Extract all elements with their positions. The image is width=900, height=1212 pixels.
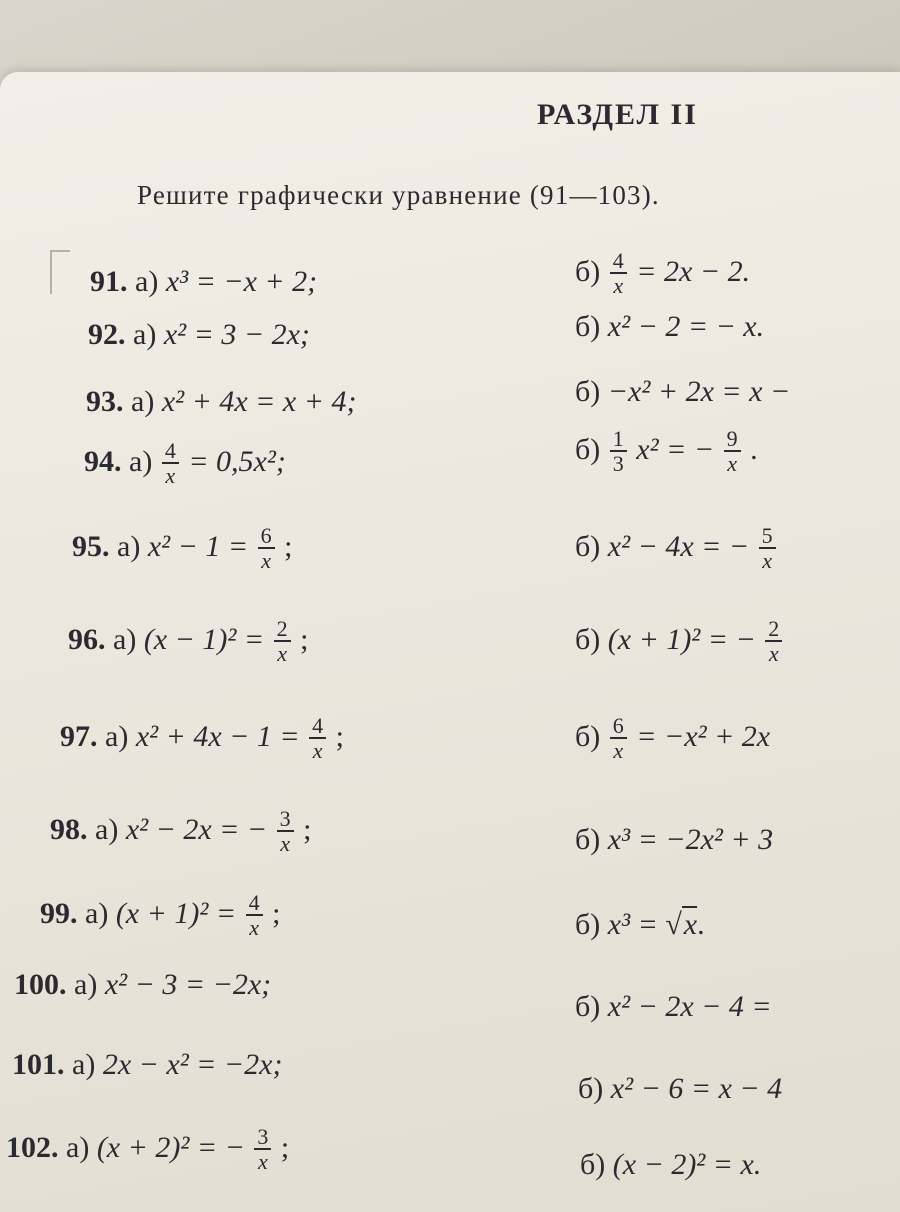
- equation-text: x² = −: [636, 432, 715, 466]
- equation-end: ;: [284, 529, 293, 563]
- part-a-label: а): [74, 968, 98, 1001]
- denominator: x: [277, 641, 287, 666]
- problem-number: 95.: [72, 529, 110, 563]
- problem-number: 100.: [14, 968, 67, 1001]
- equation-text: (x − 2)² = x.: [612, 1148, 762, 1181]
- denominator: x: [249, 915, 259, 940]
- problem-99-a: [40, 892, 280, 940]
- problem-93-a: [86, 385, 356, 419]
- problem-97-b: [575, 715, 770, 763]
- equation-text: x² − 4x = −: [607, 529, 750, 563]
- equation-text: x² + 4x − 1 =: [135, 719, 300, 753]
- part-b-label: б): [575, 254, 601, 288]
- denominator: x: [613, 738, 624, 763]
- problem-95-a: [72, 525, 292, 573]
- part-b-label: б): [575, 823, 601, 856]
- numerator: 1: [610, 428, 627, 452]
- problem-101-b: [578, 1072, 782, 1106]
- problem-number: 94.: [84, 444, 122, 478]
- equation-text: x² + 4x = x + 4;: [161, 385, 357, 418]
- part-a-label: а): [66, 1130, 90, 1164]
- equation-end: .: [697, 908, 705, 941]
- part-a-label: а): [133, 318, 157, 351]
- fraction: [724, 428, 741, 476]
- problem-number: 99.: [40, 896, 78, 930]
- equation-text: x² − 1 =: [147, 529, 249, 563]
- problem-91-b: [575, 250, 750, 298]
- part-a-label: а): [105, 719, 129, 753]
- equation-end: ;: [300, 622, 309, 656]
- denominator: x: [613, 273, 624, 298]
- problem-102-a: [6, 1126, 289, 1174]
- equation-text: x² − 2x − 4 =: [607, 990, 772, 1023]
- denominator: x: [261, 548, 271, 573]
- equation: [166, 265, 317, 298]
- numerator: 3: [254, 1126, 271, 1150]
- problem-96-a: [68, 618, 308, 666]
- problem-95-b: [575, 525, 778, 573]
- fraction: [610, 428, 627, 476]
- problem-99-b: [575, 908, 705, 942]
- problem-101-a: [12, 1048, 282, 1082]
- denominator: x: [762, 548, 772, 573]
- equation-text: 2x − x² = −2x;: [102, 1048, 283, 1081]
- part-a-label: а): [129, 444, 153, 478]
- problem-93-b: [575, 375, 790, 409]
- equation-end: .: [750, 432, 758, 466]
- part-a-label: а): [95, 812, 119, 846]
- equation-text: x³ =: [607, 908, 658, 941]
- fraction: [309, 715, 326, 763]
- equation-text: x² − 2 = − x.: [607, 310, 765, 343]
- fraction: [162, 440, 179, 488]
- fraction: [610, 250, 627, 298]
- problem-number: 96.: [68, 622, 106, 656]
- equation-text: x² − 2x = −: [125, 812, 268, 846]
- part-b-label: б): [575, 375, 601, 408]
- equation-end: ;: [303, 812, 312, 846]
- fraction: [246, 892, 263, 940]
- numerator: 6: [258, 525, 275, 549]
- problem-98-b: [575, 823, 773, 857]
- equation-text: x² = 3 − 2x;: [163, 318, 310, 351]
- fraction: [274, 618, 291, 666]
- denominator: 3: [612, 451, 624, 476]
- equation-text: = 2x − 2.: [636, 254, 751, 288]
- numerator: 4: [309, 715, 326, 739]
- problem-96-b: [575, 618, 784, 666]
- sqrt-radicand: x: [683, 908, 698, 941]
- part-a-label: а): [113, 622, 137, 656]
- equation-text: (x + 1)² =: [115, 896, 237, 930]
- equation-end: ;: [272, 896, 281, 930]
- denominator: x: [312, 738, 323, 763]
- problem-97-a: [60, 715, 344, 763]
- problem-number: 97.: [60, 719, 98, 753]
- numerator: 2: [274, 618, 291, 642]
- equation-text: x² − 6 = x − 4: [610, 1072, 783, 1105]
- equation-text: x³ = −x + 2;: [165, 265, 318, 298]
- sqrt-symbol: √: [665, 908, 682, 941]
- part-b-label: б): [575, 529, 601, 563]
- part-b-label: б): [575, 432, 601, 466]
- numerator: 5: [759, 525, 776, 549]
- fraction: [610, 715, 627, 763]
- denominator: x: [257, 1149, 268, 1174]
- part-a-label: а): [72, 1048, 96, 1081]
- part-a-label: а): [117, 529, 141, 563]
- equation-end: ;: [280, 1130, 290, 1164]
- numerator: 4: [246, 892, 263, 916]
- part-a-label: а): [135, 265, 159, 298]
- corner-mark: [50, 250, 70, 294]
- numerator: 4: [610, 250, 627, 274]
- fraction: [254, 1126, 271, 1174]
- problem-number: 93.: [86, 385, 124, 418]
- part-b-label: б): [575, 719, 601, 753]
- part-a-label: а): [131, 385, 155, 418]
- denominator: x: [768, 641, 779, 666]
- denominator: x: [727, 451, 737, 476]
- equation-text: x³ = −2x² + 3: [607, 823, 774, 856]
- instruction-text: Решите графически уравнение (91—103).: [137, 180, 660, 210]
- part-b-label: б): [580, 1148, 606, 1181]
- equation-text: (x + 2)² = −: [96, 1130, 245, 1164]
- problem-number: 91.: [90, 265, 128, 298]
- problem-94-a: [84, 440, 286, 488]
- problem-number: 101.: [12, 1048, 65, 1081]
- problem-number: 102.: [6, 1130, 59, 1164]
- equation-text: (x + 1)² = −: [607, 622, 756, 656]
- numerator: 2: [765, 618, 782, 642]
- problem-100-a: [14, 968, 271, 1002]
- section-title: РАЗДЕЛ II: [537, 98, 698, 131]
- part-b-label: б): [575, 990, 601, 1023]
- problem-100-b: [575, 990, 772, 1024]
- equation-text: = 0,5x²;: [188, 444, 286, 478]
- problem-94-b: [575, 428, 758, 476]
- denominator: x: [280, 831, 291, 856]
- fraction: [759, 525, 776, 573]
- part-a-label: а): [85, 896, 109, 930]
- part-b-label: б): [575, 310, 601, 343]
- problem-92-b: [575, 310, 764, 344]
- numerator: 3: [277, 808, 294, 832]
- problem-92-a: [88, 318, 310, 352]
- numerator: 9: [724, 428, 741, 452]
- numerator: 6: [610, 715, 627, 739]
- problem-number: 92.: [88, 318, 126, 351]
- numerator: 4: [162, 440, 179, 464]
- equation-text: = −x² + 2x: [636, 719, 771, 753]
- equation-text: −x² + 2x = x −: [607, 375, 791, 408]
- part-b-label: б): [575, 908, 601, 941]
- part-b-label: б): [578, 1072, 604, 1105]
- fraction: [277, 808, 294, 856]
- problem-number: 98.: [50, 812, 88, 846]
- problem-102-b: [580, 1148, 761, 1182]
- part-b-label: б): [575, 622, 601, 656]
- equation-text: x² − 3 = −2x;: [104, 968, 272, 1001]
- fraction: [258, 525, 275, 573]
- equation-end: ;: [335, 719, 345, 753]
- denominator: x: [165, 463, 176, 488]
- problem-98-a: [50, 808, 312, 856]
- problem-91-a: [90, 265, 317, 299]
- equation-text: (x − 1)² =: [143, 622, 265, 656]
- fraction: [765, 618, 782, 666]
